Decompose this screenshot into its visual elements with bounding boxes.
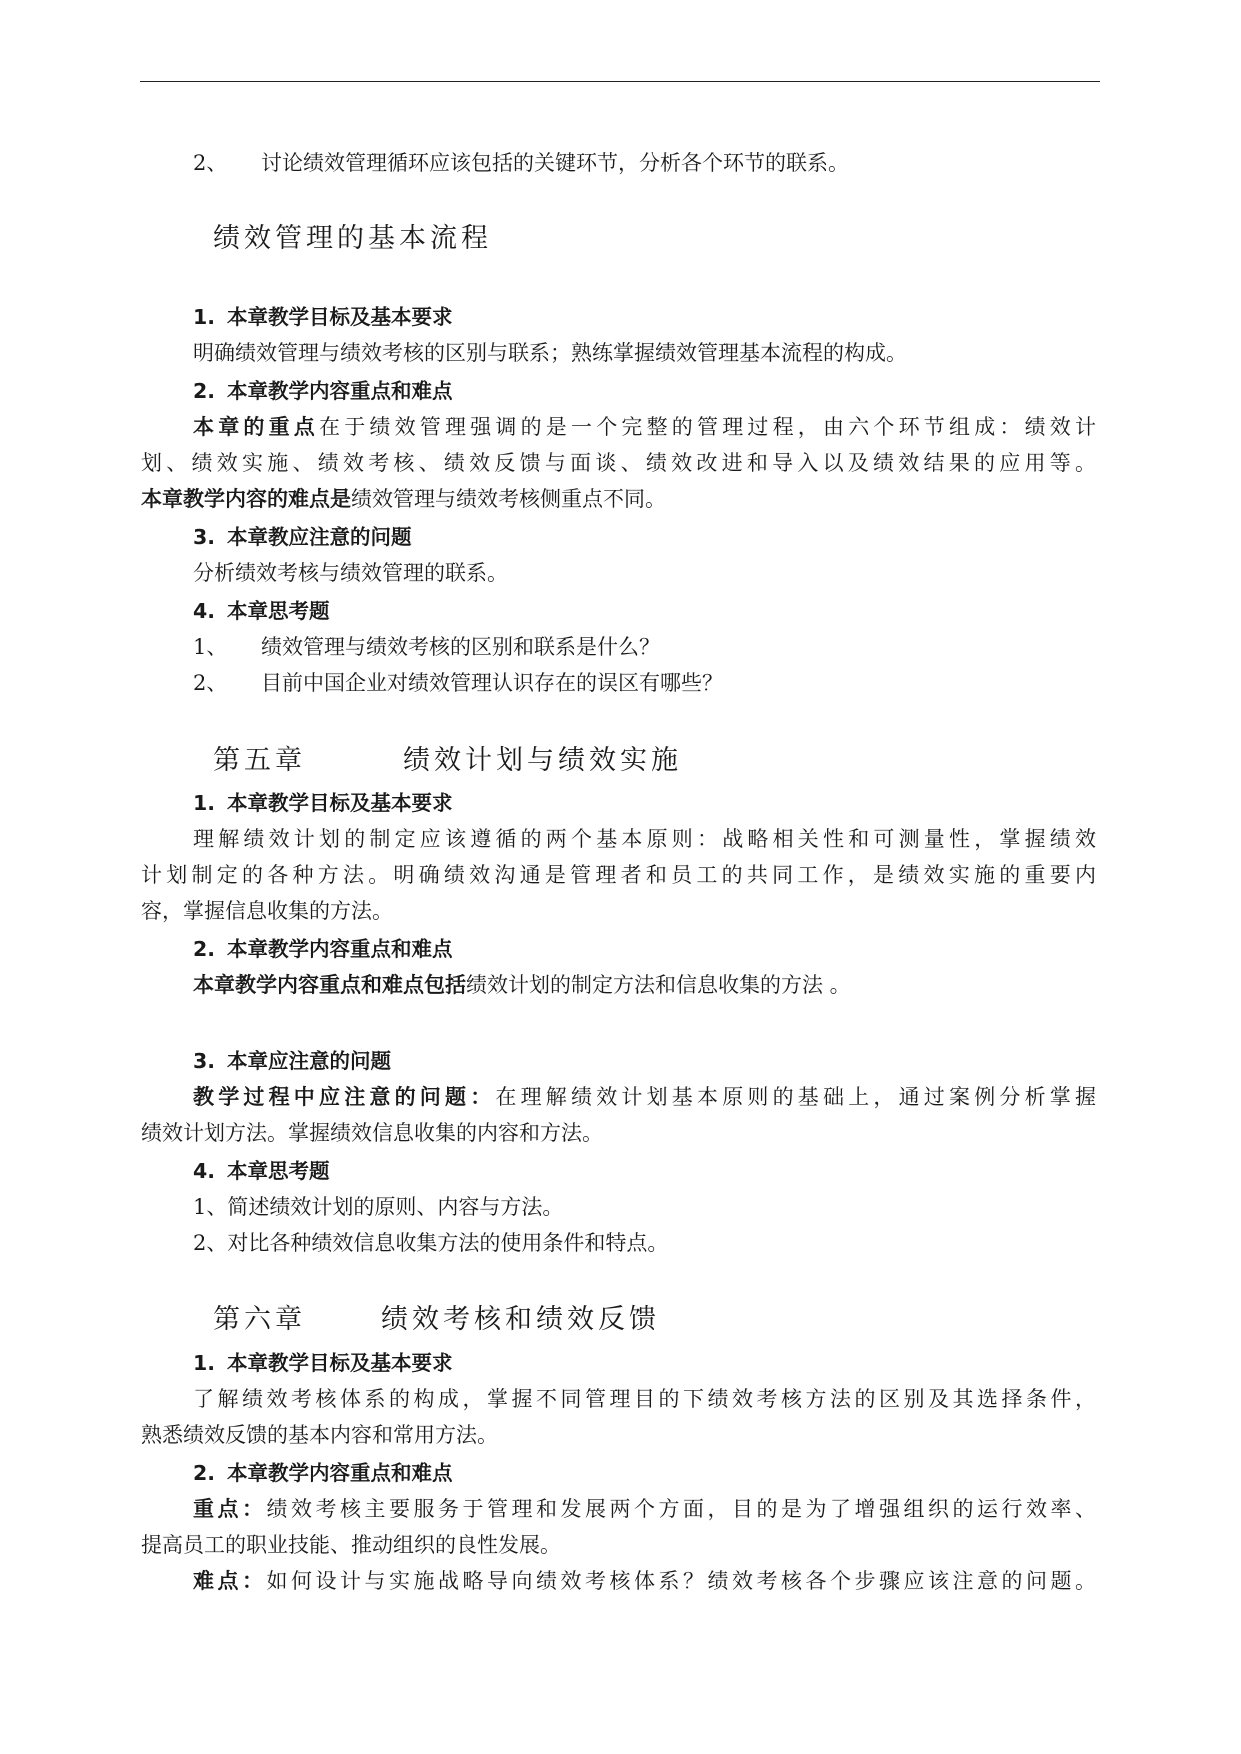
paragraph-line: 提高员工的职业技能、推动组织的良性发展。 (141, 1533, 561, 1557)
key-point-text: 绩效考核主要服务于管理和发展两个方面，目的是为了增强组织的运行效率、 (266, 1497, 1096, 1521)
subsection-number: 1. (193, 791, 216, 815)
subsection-heading (193, 1458, 453, 1488)
question-number: 2、 (193, 671, 228, 695)
question-number: 1、 (193, 635, 228, 659)
question-number: 2、 (193, 151, 228, 175)
subsection-heading (193, 1348, 453, 1378)
paragraph-line: 理解绩效计划的制定应该遵循的两个基本原则：战略相关性和可测量性，掌握绩效 (193, 827, 1096, 851)
question-item (193, 632, 660, 662)
paragraph: 明确绩效管理与绩效考核的区别与联系；熟练掌握绩效管理基本流程的构成。 (193, 341, 907, 365)
subsection-title: 本章教应注意的问题 (227, 525, 412, 549)
question-text: 绩效管理与绩效考核的区别和联系是什么？ (261, 635, 660, 659)
section-heading: 绩效管理的基本流程 (213, 223, 492, 254)
subsection-heading (193, 376, 453, 406)
subsection-heading (193, 934, 453, 964)
key-point-label: 重点： (193, 1497, 267, 1521)
subsection-title: 本章教学目标及基本要求 (227, 1351, 453, 1375)
difficulty-text: 如何设计与实施战略导向绩效考核体系？绩效考核各个步骤应该注意的问题。 (266, 1569, 1096, 1593)
key-point-text: 绩效计划的制定方法和信息收集的方法 。 (466, 973, 851, 997)
paragraph-line (193, 1082, 1096, 1112)
paragraph-line (141, 484, 666, 514)
paragraph: 分析绩效考核与绩效管理的联系。 (193, 561, 508, 585)
subsection-heading (193, 1046, 391, 1076)
subsection-number: 2. (193, 937, 216, 961)
subsection-number: 3. (193, 525, 216, 549)
question-item: 1、简述绩效计划的原则、内容与方法。 (193, 1195, 564, 1219)
subsection-number: 1. (193, 305, 216, 329)
subsection-number: 1. (193, 1351, 216, 1375)
subsection-title: 本章教学内容重点和难点 (227, 379, 453, 403)
chapter-heading (213, 744, 682, 778)
paragraph-line (193, 1494, 1096, 1524)
paragraph-line: 熟悉绩效反馈的基本内容和常用方法。 (141, 1423, 498, 1447)
subsection-number: 2. (193, 379, 216, 403)
subsection-heading (193, 788, 453, 818)
question-item (193, 668, 723, 698)
chapter-heading (213, 1303, 660, 1337)
subsection-heading (193, 1156, 330, 1186)
question-item (193, 148, 849, 178)
paragraph-line (193, 412, 1096, 442)
paragraph-line: 计划制定的各种方法。明确绩效沟通是管理者和员工的共同工作，是绩效实施的重要内 (141, 863, 1096, 887)
paragraph-line: 绩效计划方法。掌握绩效信息收集的内容和方法。 (141, 1121, 603, 1145)
paragraph-line (193, 1566, 1096, 1596)
subsection-title: 本章应注意的问题 (227, 1049, 391, 1073)
key-point-label: 本章教学内容重点和难点包括 (193, 973, 466, 997)
question-item: 2、对比各种绩效信息收集方法的使用条件和特点。 (193, 1231, 669, 1255)
chapter-number: 第五章 (213, 745, 306, 776)
subsection-title: 本章教学内容重点和难点 (227, 937, 453, 961)
difficulty-label: 难点： (193, 1569, 267, 1593)
subsection-heading (193, 522, 412, 552)
subsection-title: 本章教学目标及基本要求 (227, 305, 453, 329)
key-point-label: 本章的重点 (193, 415, 319, 439)
chapter-title: 绩效计划与绩效实施 (403, 745, 682, 776)
paragraph-line: 容，掌握信息收集的方法。 (141, 899, 393, 923)
subsection-number: 4. (193, 1159, 216, 1183)
subsection-title: 本章思考题 (227, 1159, 330, 1183)
subsection-number: 2. (193, 1461, 216, 1485)
note-text: 在理解绩效计划基本原则的基础上，通过案例分析掌握 (495, 1085, 1096, 1109)
question-text: 目前中国企业对绩效管理认识存在的误区有哪些？ (261, 671, 723, 695)
subsection-title: 本章教学目标及基本要求 (227, 791, 453, 815)
subsection-number: 4. (193, 599, 216, 623)
paragraph-line: 划、绩效实施、绩效考核、绩效反馈与面谈、绩效改进和导入以及绩效结果的应用等。 (141, 451, 1096, 475)
subsection-heading (193, 302, 453, 332)
chapter-number: 第六章 (213, 1304, 306, 1335)
paragraph-line (193, 970, 851, 1000)
subsection-number: 3. (193, 1049, 216, 1073)
subsection-title: 本章教学内容重点和难点 (227, 1461, 453, 1485)
paragraph-line: 了解绩效考核体系的构成，掌握不同管理目的下绩效考核方法的区别及其选择条件， (193, 1387, 1096, 1411)
subsection-heading (193, 596, 330, 626)
subsection-title: 本章思考题 (227, 599, 330, 623)
difficulty-text: 绩效管理与绩效考核侧重点不同。 (351, 487, 666, 511)
key-point-text: 在于绩效管理强调的是一个完整的管理过程，由六个环节组成：绩效计 (319, 415, 1096, 439)
question-text: 讨论绩效管理循环应该包括的关键环节，分析各个环节的联系。 (261, 151, 849, 175)
header-rule (140, 81, 1100, 82)
difficulty-label: 本章教学内容的难点是 (141, 487, 351, 511)
chapter-title: 绩效考核和绩效反馈 (381, 1304, 660, 1335)
note-label: 教学过程中应注意的问题： (193, 1085, 496, 1109)
